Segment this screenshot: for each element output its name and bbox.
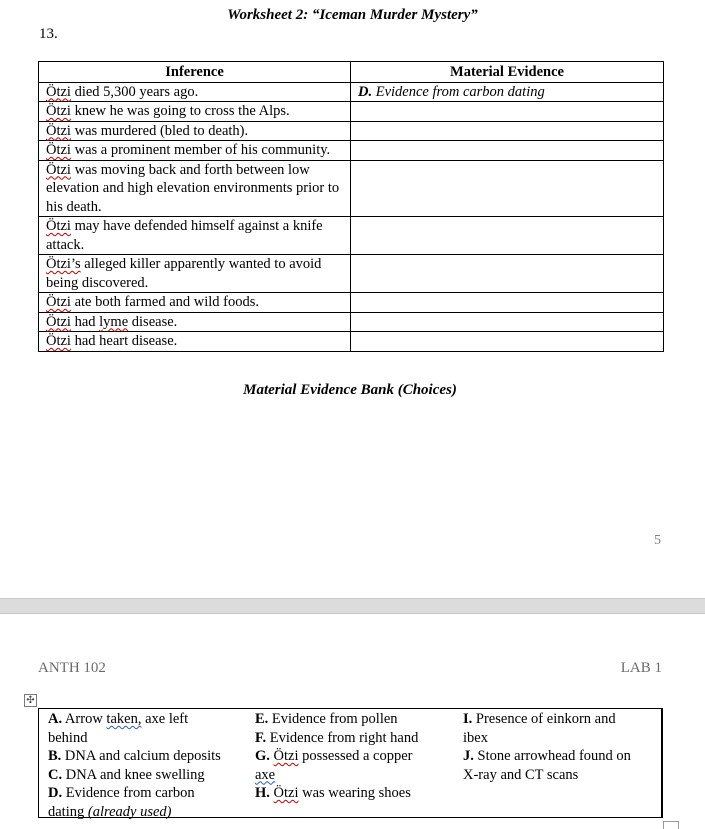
bank-choice-f[interactable]: [255, 729, 418, 748]
inference-text: had heart disease.: [70, 333, 178, 349]
inference-text-end: disease.: [128, 313, 178, 330]
bank-choice-d-cont: [48, 803, 221, 822]
table-row: [39, 102, 664, 122]
inference-cell[interactable]: [39, 312, 351, 332]
spelling-flag: Ötzi: [273, 748, 299, 764]
inference-text: was moving back and forth between low elevation and high elevation environments prior to his death.: [46, 161, 340, 215]
bank-choice-i-cont: ibex: [463, 729, 488, 746]
table-move-handle-icon[interactable]: ✣: [24, 694, 37, 707]
inference-text: ate both farmed and wild foods.: [70, 294, 260, 310]
inference-text: died 5,300 years ago.: [70, 83, 199, 100]
spelling-flag: Ötzi: [46, 333, 71, 349]
choice-letter: C.: [48, 766, 63, 783]
grammar-flag: axe: [255, 766, 276, 783]
evidence-cell[interactable]: [351, 121, 664, 141]
table-row: [39, 293, 664, 313]
bank-choice-g[interactable]: [255, 747, 418, 766]
header-course: ANTH 102: [38, 660, 106, 676]
table-row: [39, 312, 664, 332]
inference-cell[interactable]: [39, 82, 351, 102]
choice-text-end: axe left: [141, 711, 189, 727]
inference-cell[interactable]: [39, 255, 351, 293]
inference-cell[interactable]: [39, 293, 351, 313]
bank-column-1: [48, 710, 221, 821]
choice-letter: E.: [255, 711, 269, 727]
inference-text: may have defended himself against a knife attack.: [46, 218, 323, 253]
table-row: [39, 255, 664, 293]
bank-column-2: [255, 710, 418, 803]
spelling-flag: Ötzi: [46, 122, 71, 139]
evidence-cell[interactable]: [351, 102, 664, 122]
choice-text: Evidence from carbon: [62, 785, 195, 801]
evidence-cell[interactable]: [351, 332, 664, 352]
choice-text: Presence of einkorn and: [472, 711, 616, 727]
bank-column-3: [463, 710, 631, 784]
evidence-header[interactable]: Material Evidence: [351, 62, 664, 83]
inference-header[interactable]: Inference: [39, 62, 351, 83]
inference-cell[interactable]: [39, 121, 351, 141]
inference-cell[interactable]: [39, 141, 351, 161]
spelling-flag: Ötzi: [46, 294, 71, 310]
table-row: [39, 217, 664, 255]
choice-text: DNA and knee swelling: [62, 766, 205, 783]
inference-text: was a prominent member of his community.: [70, 142, 331, 158]
choice-text: possessed a copper: [298, 748, 413, 764]
choice-letter: F.: [255, 729, 267, 746]
choice-text: dating: [48, 803, 88, 820]
table-row: [39, 141, 664, 161]
bank-choice-g-cont: [255, 766, 418, 785]
inference-text: had: [70, 313, 100, 330]
evidence-letter: D.: [358, 83, 373, 100]
header-lab: LAB 1: [620, 660, 662, 676]
bank-choice-d[interactable]: [48, 784, 221, 803]
evidence-cell[interactable]: [351, 141, 664, 161]
bank-choice-a-cont: behind: [48, 729, 88, 746]
bank-choice-j[interactable]: [463, 747, 631, 766]
inference-cell[interactable]: [39, 160, 351, 217]
table-header-row: [39, 62, 664, 83]
inference-text: was murdered (bled to death).: [70, 122, 249, 139]
inference-cell[interactable]: [39, 102, 351, 122]
already-used-note: (already used): [87, 803, 172, 820]
evidence-cell[interactable]: [351, 293, 664, 313]
evidence-cell[interactable]: [351, 217, 664, 255]
spelling-flag: Ötzi: [46, 161, 71, 178]
choice-text: DNA and calcium deposits: [61, 748, 221, 764]
bank-choice-j-cont: X-ray and CT scans: [463, 766, 579, 783]
spelling-flag: Ötzi: [46, 218, 71, 234]
bank-choice-c[interactable]: [48, 766, 221, 785]
choice-letter: D.: [48, 785, 63, 801]
inference-cell[interactable]: [39, 217, 351, 255]
choice-text: was wearing shoes: [298, 785, 411, 801]
table-row: [39, 332, 664, 352]
page-break-gap: [0, 598, 705, 614]
choice-text: Stone arrowhead found on: [473, 748, 631, 764]
bank-choice-b[interactable]: [48, 747, 221, 766]
inference-cell[interactable]: [39, 332, 351, 352]
spelling-flag: Ötzi: [46, 83, 71, 100]
choice-letter: I.: [463, 711, 473, 727]
choice-text: Arrow: [62, 711, 107, 727]
evidence-cell[interactable]: [351, 312, 664, 332]
evidence-bank-table: [38, 708, 663, 818]
evidence-bank-title: Material Evidence Bank (Choices): [243, 382, 457, 398]
inference-text: alleged killer apparently wanted to avoid being discovered.: [46, 256, 322, 291]
spelling-flag-lyme: lyme: [99, 313, 129, 330]
spelling-flag: Ötzi’s: [46, 256, 81, 272]
choice-text: Evidence from right hand: [266, 729, 419, 746]
spelling-flag: Ötzi: [273, 785, 299, 801]
spelling-flag: Ötzi: [46, 103, 71, 119]
question-number: 13.: [39, 26, 58, 42]
table-row: [39, 82, 664, 102]
choice-letter: H.: [255, 785, 270, 801]
bank-choice-h[interactable]: [255, 784, 418, 803]
bank-choice-a[interactable]: [48, 710, 221, 729]
page-number: 5: [654, 533, 661, 548]
spelling-flag: Ötzi: [46, 313, 71, 330]
evidence-cell[interactable]: [351, 255, 664, 293]
evidence-cell[interactable]: [351, 82, 664, 102]
choice-letter: J.: [463, 748, 474, 764]
spelling-flag: Ötzi: [46, 142, 71, 158]
table-row: [39, 160, 664, 217]
evidence-text: Evidence from carbon dating: [372, 83, 545, 100]
choice-letter: A.: [48, 711, 63, 727]
inference-text: knew he was going to cross the Alps.: [70, 103, 290, 119]
bank-choice-e[interactable]: [255, 710, 418, 729]
worksheet-title: Worksheet 2: “Iceman Murder Mystery”: [227, 7, 478, 23]
inference-table: [38, 61, 664, 352]
choice-letter: G.: [255, 748, 270, 764]
evidence-cell[interactable]: [351, 160, 664, 217]
choice-letter: B.: [48, 748, 62, 764]
grammar-flag: taken,: [106, 711, 142, 727]
choice-text: Evidence from pollen: [268, 711, 398, 727]
table-row: [39, 121, 664, 141]
bank-choice-i[interactable]: [463, 710, 631, 729]
